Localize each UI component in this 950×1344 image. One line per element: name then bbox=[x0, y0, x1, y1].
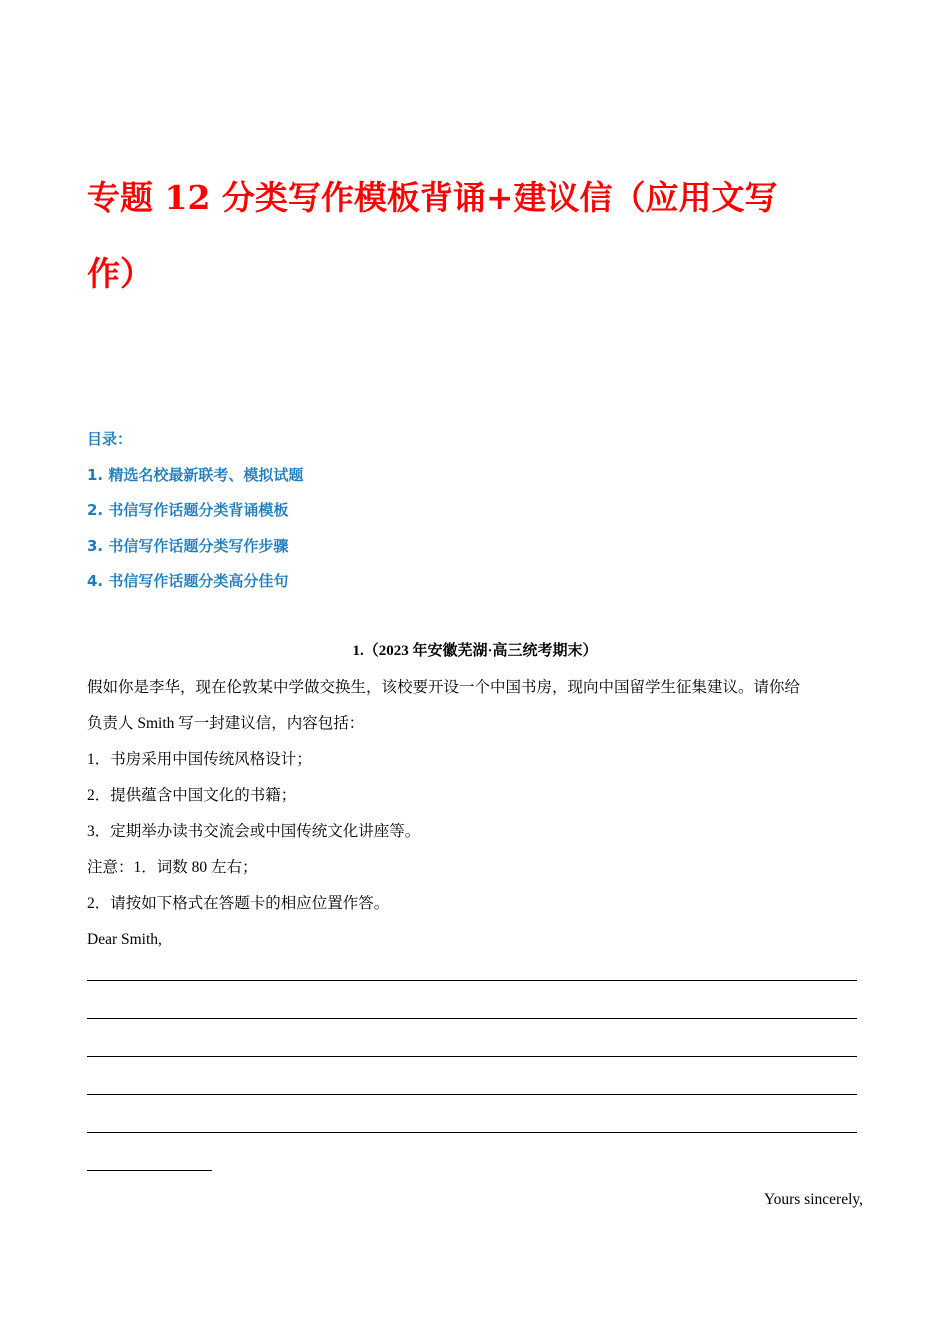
toc-item-1: 1. 精选名校最新联考、模拟试题 bbox=[87, 465, 304, 484]
requirement-point-2: 2．提供蕴含中国文化的书籍； bbox=[87, 787, 297, 804]
toc-heading: 目录： bbox=[87, 430, 133, 448]
letter-salutation: Dear Smith, bbox=[87, 931, 162, 948]
title-line-2: 作） bbox=[87, 254, 153, 293]
question-body bbox=[87, 676, 863, 964]
requirement-point-1: 1．书房采用中国传统风格设计； bbox=[87, 751, 312, 768]
toc-item-4: 4. 书信写作话题分类高分佳句 bbox=[87, 572, 289, 590]
requirement-point-3: 3．定期举办读书交流会或中国传统文化讲座等。 bbox=[87, 823, 421, 840]
page-title bbox=[87, 175, 847, 297]
question-heading: 1.（2023 年安徽芜湖·高三统考期末） bbox=[352, 643, 598, 659]
toc-item-2: 2. 书信写作话题分类背诵模板 bbox=[87, 501, 289, 519]
note-line-1: 注意：1．词数 80 左右； bbox=[87, 859, 258, 876]
answer-line bbox=[87, 1018, 857, 1019]
table-of-contents bbox=[87, 428, 847, 606]
answer-line-short bbox=[87, 1170, 212, 1171]
letter-closing: Yours sincerely, bbox=[763, 1191, 863, 1208]
prompt-line-2: 负责人 Smith 写一封建议信，内容包括： bbox=[87, 715, 365, 732]
answer-line bbox=[87, 980, 857, 981]
answer-line bbox=[87, 1132, 857, 1133]
note-line-2: 2．请按如下格式在答题卡的相应位置作答。 bbox=[87, 895, 390, 912]
toc-item-3: 3. 书信写作话题分类写作步骤 bbox=[87, 536, 289, 555]
prompt-line-1: 假如你是李华，现在伦敦某中学做交换生，该校要开设一个中国书房，现向中国留学生征集建议。请你给 bbox=[87, 679, 801, 696]
title-line-1: 专题 12 分类写作模板背诵+建议信（应用文写 bbox=[87, 178, 778, 217]
answer-line bbox=[87, 1094, 857, 1095]
answer-line bbox=[87, 1056, 857, 1057]
